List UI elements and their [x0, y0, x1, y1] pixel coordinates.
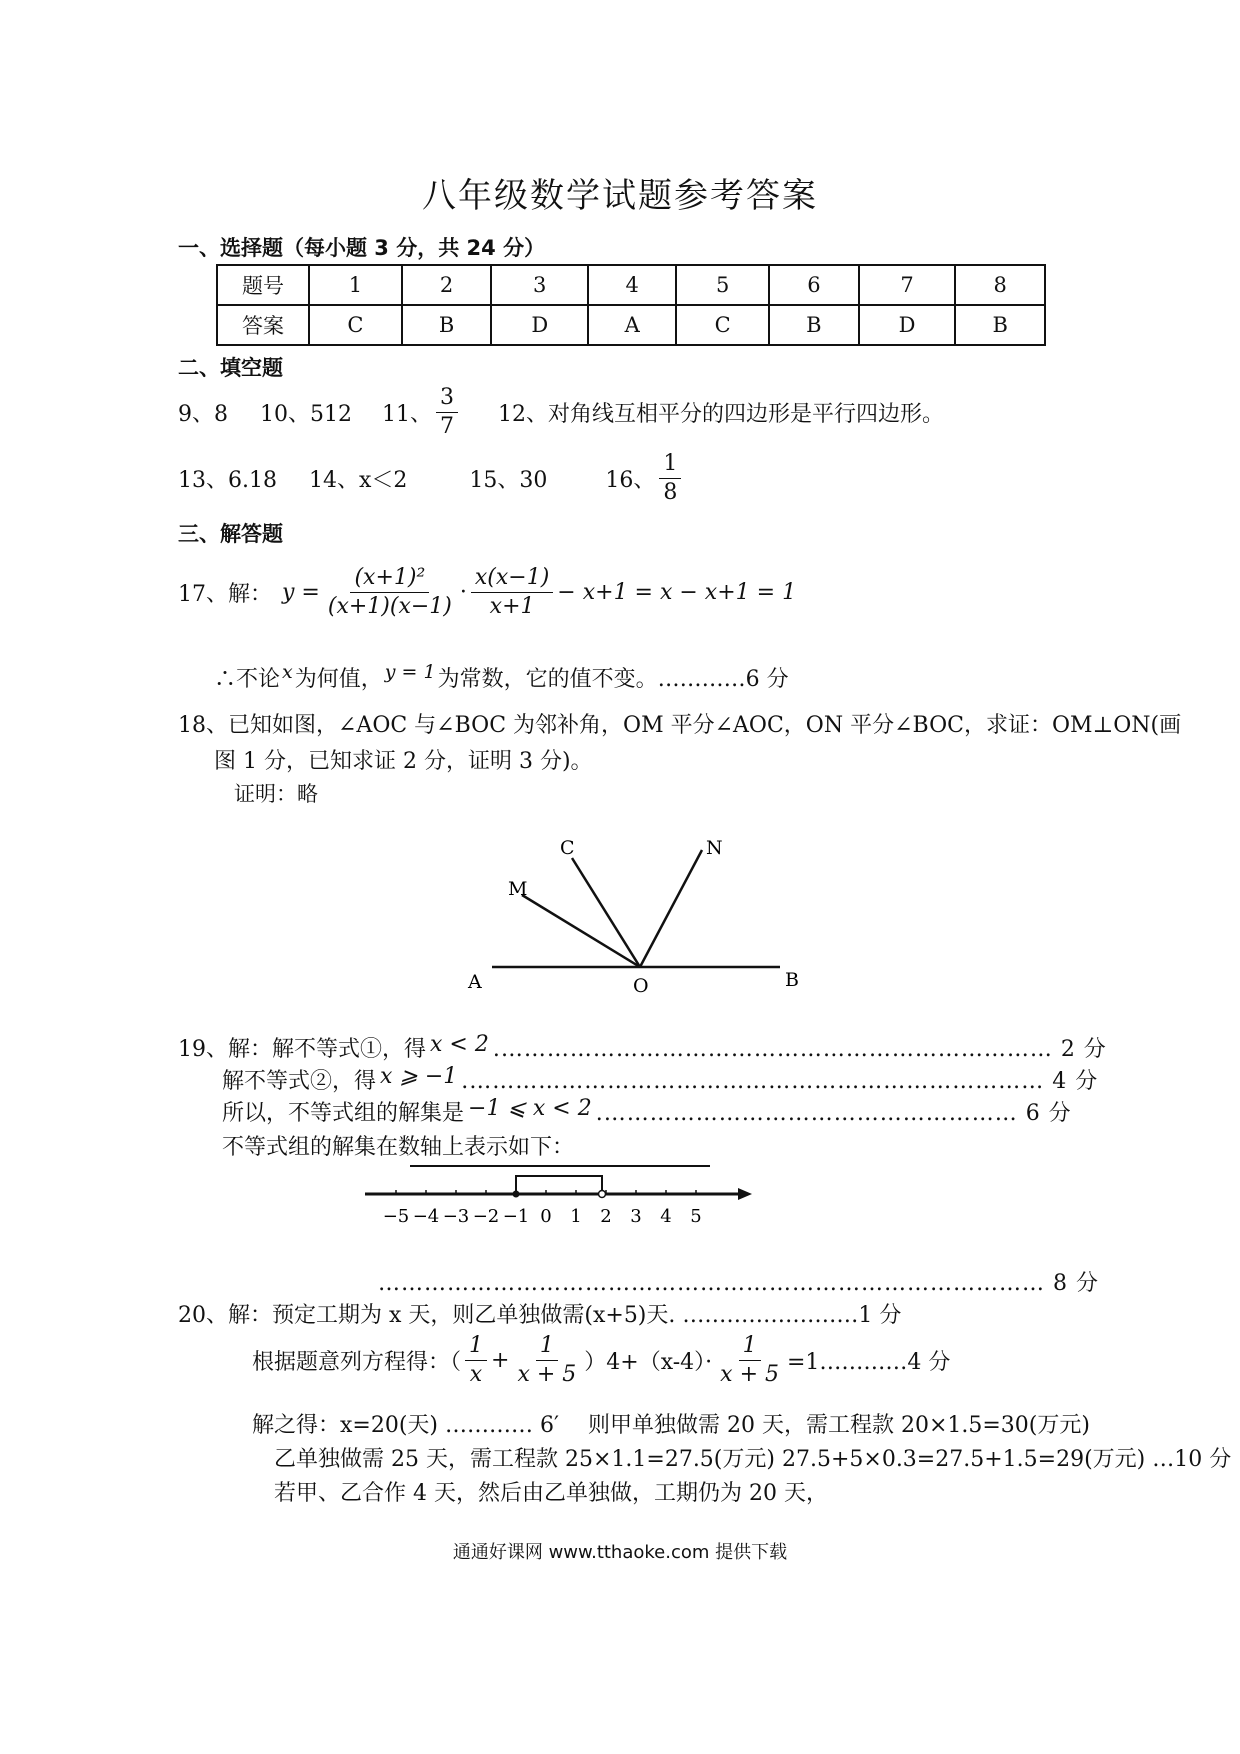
arrow-right-icon — [738, 1188, 752, 1200]
answer-16-label: 16、 — [605, 468, 656, 494]
number-line — [360, 1158, 760, 1228]
answer-14: 14、x＜2 — [308, 468, 408, 494]
answer-16-fraction — [659, 452, 681, 505]
q19-l1-math: x < 2 — [430, 1032, 489, 1057]
q19-l3-dots: .……………………………………………… 6 分 — [595, 1101, 1072, 1126]
fraction-denominator: x — [469, 1362, 483, 1388]
fraction-denominator: 7 — [440, 414, 454, 440]
q20-l2-c: =1…………4 分 — [787, 1350, 951, 1376]
q19-line-2 — [222, 1064, 1098, 1095]
q17-conclusion — [214, 662, 789, 693]
section-heading-solve: 三、解答题 — [178, 522, 283, 546]
label-C: C — [560, 837, 575, 859]
tick-label: −3 — [442, 1206, 470, 1227]
q20-line-1: 20、解：预定工期为 x 天，则乙单独做需(x+5)天. ……………………1 分 — [178, 1303, 902, 1328]
open-dot-2 — [599, 1191, 606, 1198]
fraction-numerator: 1 — [739, 1334, 761, 1361]
tick-label: −2 — [472, 1206, 500, 1227]
q19-l1-dots: .……………………………………………………………… 2 分 — [492, 1037, 1107, 1062]
q17-conclusion-b: 为何值， — [294, 667, 383, 692]
label-M: M — [508, 878, 528, 900]
fill-line-2 — [178, 452, 685, 505]
question-number: 4 — [588, 265, 676, 305]
table-row — [217, 305, 1045, 345]
q20-plus: + — [491, 1348, 510, 1374]
label-B: B — [785, 969, 799, 991]
q20-fraction-1 — [465, 1334, 487, 1387]
answer-table — [216, 264, 1046, 346]
question-number: 3 — [491, 265, 588, 305]
tick-label: 3 — [630, 1206, 642, 1227]
q17-conclusion-x: x — [282, 661, 293, 683]
row-label-answer: 答案 — [217, 305, 309, 345]
label-N: N — [706, 837, 723, 859]
answer-cell: B — [769, 305, 859, 345]
q17-label: 17、解： — [178, 582, 272, 608]
q19-l3-text: 所以，不等式组的解集是 — [222, 1101, 465, 1126]
fraction-denominator: (x+1)(x−1) — [327, 594, 452, 620]
question-number: 7 — [859, 265, 956, 305]
tick-group — [383, 1190, 702, 1227]
q19-l2-text: 解不等式②，得 — [222, 1069, 377, 1094]
tick-label: 4 — [660, 1206, 672, 1227]
q20-fraction-2 — [513, 1334, 580, 1387]
fraction-denominator: x + 5 — [517, 1362, 577, 1388]
solid-dot-minus1 — [513, 1191, 520, 1198]
answer-cell: D — [491, 305, 588, 345]
ray-OM — [522, 895, 640, 967]
fraction-numerator: 1 — [659, 452, 681, 479]
fraction-numerator: x(x−1) — [471, 566, 553, 593]
tick-label: −5 — [382, 1206, 410, 1227]
answer-11-fraction — [436, 386, 458, 439]
page-title: 八年级数学试题参考答案 — [422, 176, 818, 216]
q17-dot: · — [459, 580, 467, 606]
fill-line-1 — [178, 386, 944, 439]
ray-OC — [572, 858, 640, 967]
answer-cell: D — [859, 305, 956, 345]
tick-label: 0 — [540, 1206, 552, 1227]
tick-label: 1 — [570, 1206, 582, 1227]
q17-fraction-2 — [471, 566, 553, 619]
q19-l2-math: x ⩾ −1 — [380, 1064, 458, 1089]
answer-13: 13、6.18 — [178, 468, 277, 494]
angle-diagram — [450, 820, 810, 1000]
q20-fraction-3 — [716, 1334, 783, 1387]
table-row — [217, 265, 1045, 305]
q20-line-4: 乙单独做需 25 天，需工程款 25×1.1=27.5(万元) 27.5+5×0.3=27.5+1.5=29(万元) …10 分 — [274, 1447, 1232, 1472]
q19-line-3 — [222, 1096, 1072, 1127]
label-O: O — [633, 975, 649, 997]
q20-line-3: 解之得：x=20(天) ………… 6′ 则甲单独做需 20 天，需工程款 20×1.5=30(万元) — [252, 1413, 1090, 1438]
fraction-denominator: 8 — [663, 480, 678, 506]
q17-conclusion-y: y = 1 — [384, 661, 436, 683]
tick-label: −1 — [502, 1206, 530, 1227]
q19-line-1 — [178, 1032, 1107, 1063]
section-heading-choice: 一、选择题（每小题 3 分，共 24 分） — [178, 236, 546, 260]
q18-line-2: 图 1 分，已知求证 2 分，证明 3 分)。 — [214, 749, 593, 774]
q19-l2-dots: .………………………………………………………………… 4 分 — [461, 1069, 1099, 1094]
fraction-numerator: (x+1)² — [350, 566, 429, 593]
answer-15: 15、30 — [469, 468, 548, 494]
label-A: A — [468, 971, 482, 993]
q20-l2-a: 根据题意列方程得：（ — [252, 1350, 462, 1376]
question-number: 6 — [769, 265, 859, 305]
q20-line-5: 若甲、乙合作 4 天，然后由乙单独做，工期仍为 20 天， — [274, 1481, 828, 1506]
q17-equation — [178, 566, 796, 619]
answer-cell: A — [588, 305, 676, 345]
q17-conclusion-c: 为常数，它的值不变。…………6 分 — [437, 667, 789, 692]
q19-line-4: 不等式组的解集在数轴上表示如下： — [222, 1135, 575, 1160]
answer-11-label: 11、 — [382, 402, 432, 428]
answer-cell: C — [676, 305, 769, 345]
q17-y-equals: y = — [282, 580, 320, 606]
q17-conclusion-a: ∴不论 — [214, 667, 281, 692]
q18-line-1: 18、已知如图，∠AOC 与∠BOC 为邻补角，OM 平分∠AOC，ON 平分∠BOC，求证：OM⊥ON(画 — [178, 713, 1182, 738]
tick-label: 5 — [690, 1206, 702, 1227]
answer-cell: C — [309, 305, 402, 345]
page-footer: 通通好课网 www.tthaoke.com 提供下载 — [452, 1542, 788, 1563]
q19-l1-text: 19、解：解不等式①，得 — [178, 1037, 426, 1062]
question-number: 8 — [955, 265, 1045, 305]
answer-cell: B — [955, 305, 1045, 345]
q19-line-5: …………………………………………………………………………… 8 分 — [378, 1271, 1099, 1296]
question-number: 5 — [676, 265, 769, 305]
q20-l2-b: ）4+（x-4）· — [584, 1350, 713, 1376]
solution-bracket — [516, 1176, 602, 1194]
section-heading-fill: 二、填空题 — [178, 356, 283, 380]
ray-ON — [640, 850, 702, 967]
fraction-numerator: 3 — [436, 386, 458, 413]
q17-fraction-1 — [324, 566, 456, 619]
row-label-number: 题号 — [217, 265, 309, 305]
q20-line-2 — [252, 1334, 950, 1387]
q17-tail: − x+1 = x − x+1 = 1 — [557, 580, 797, 606]
answer-10: 10、512 — [260, 402, 352, 428]
answer-cell: B — [402, 305, 492, 345]
fraction-denominator: x + 5 — [720, 1362, 779, 1388]
tick-label: −4 — [412, 1206, 440, 1227]
fraction-numerator: 1 — [465, 1334, 487, 1361]
fraction-numerator: 1 — [536, 1334, 558, 1361]
q18-proof: 证明：略 — [234, 782, 318, 806]
tick-label: 2 — [600, 1206, 612, 1227]
question-number: 2 — [402, 265, 492, 305]
q19-l3-math: −1 ⩽ x < 2 — [468, 1096, 592, 1121]
question-number: 1 — [309, 265, 402, 305]
answer-9: 9、8 — [178, 402, 228, 428]
answer-12: 12、对角线互相平分的四边形是平行四边形。 — [498, 402, 944, 428]
fraction-denominator: x+1 — [489, 594, 535, 620]
